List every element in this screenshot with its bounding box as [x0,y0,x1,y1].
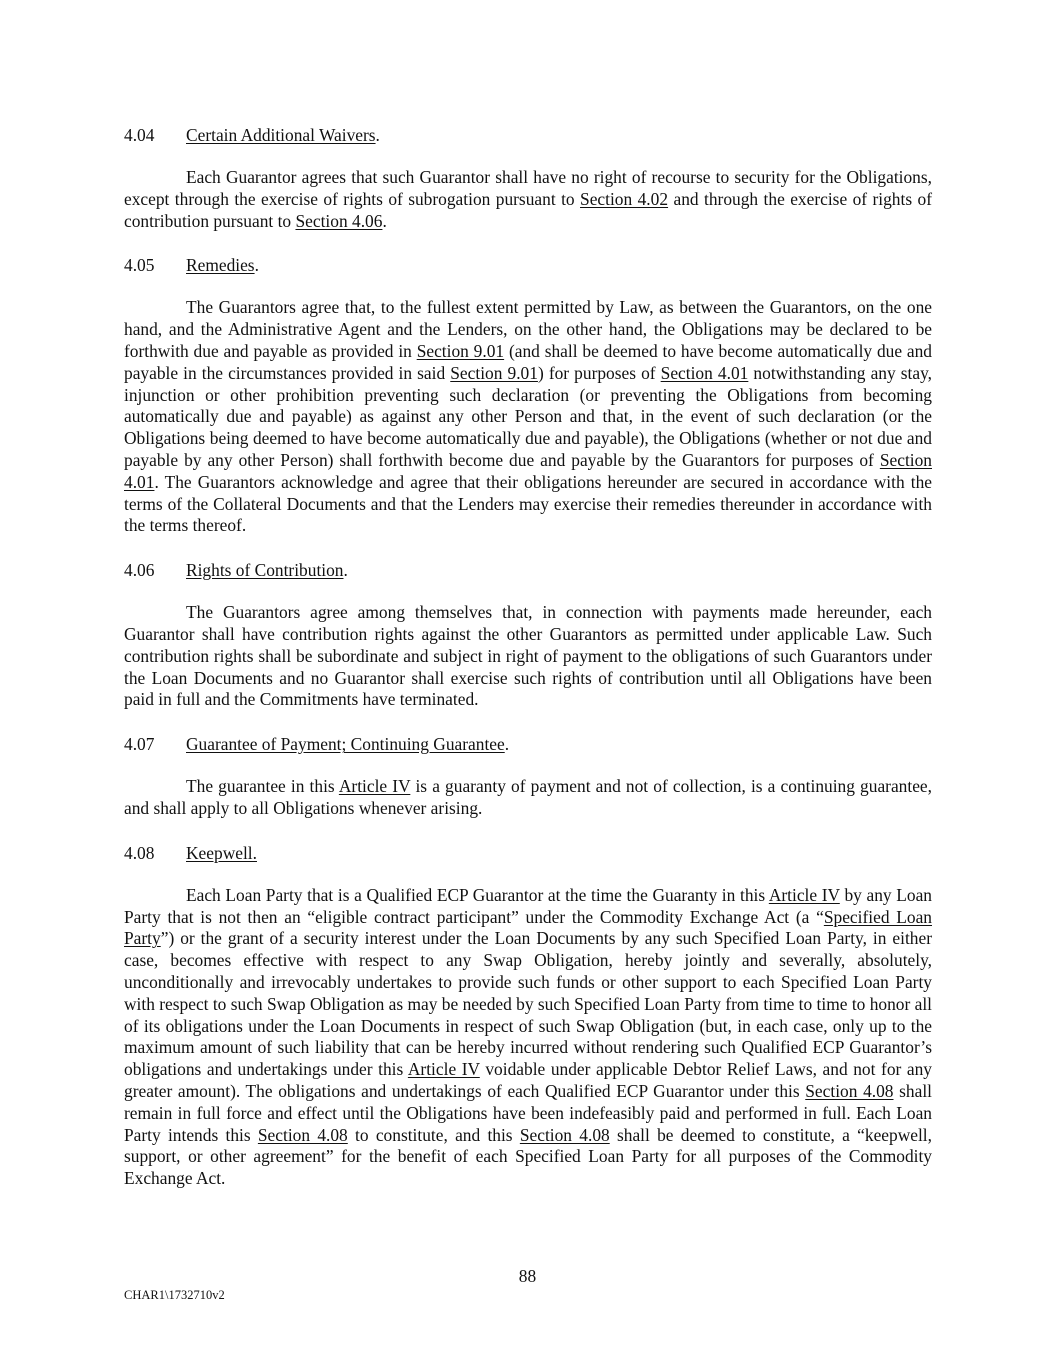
section-paragraph [124,167,932,232]
section-number: 4.05 [124,255,155,276]
section-heading [124,733,932,755]
section-heading [124,254,932,276]
cross-reference: Section 4.01 [660,362,749,383]
section-title: Keepwell. [186,842,257,863]
paragraph-text: by any Loan Party that is not then an “eligible contract participant” under the Commodity Exchange Act (a “ [124,884,932,927]
cross-reference: Article IV [338,776,411,797]
title-suffix: . [375,125,380,145]
section-title: Guarantee of Payment; Continuing Guarantee [186,734,505,755]
section-number: 4.07 [124,734,155,755]
paragraph-text: shall be deemed to constitute, a “keepwell, support, or other agreement” for the benefit of each Specified Loan Party for all purposes of the Commodity Exchange Act. [124,1124,932,1189]
paragraph-text: voidable under applicable Debtor Relief Laws, and not for any greater amount). The obligations and undertakings of each Qualified ECP Guarantor under this [124,1059,932,1101]
cross-reference: Section 4.08 [519,1124,610,1145]
paragraph-text: The Guarantors agree among themselves that, in connection with payments made hereunder, each Guarantor shall have contribution rights against the other Guarantors as permitted under applicable Law. Such contribution rights shall be subordinate and subject in right of payment to the obligations of such Guarantors under the Loan Documents and no Guarantor shall exercise such rights of contribution until all Obligations have been paid in full and the Commitments have terminated. [124,602,932,710]
section-heading [124,842,932,864]
section-title: Remedies [186,255,255,276]
section-title: Rights of Contribution [186,560,344,581]
paragraph-text: Each Loan Party that is a Qualified ECP Guarantor at the time the Guaranty in this [186,884,769,905]
paragraph-text: and through the exercise of rights of contribution pursuant to [124,188,933,231]
paragraph-text: . The Guarantors acknowledge and agree that their obligations hereunder are secured in accordance with the terms of the Collateral Documents and that the Lenders may exercise their remedies thereunder in accordance with the terms thereof. [124,471,932,536]
section-paragraph [124,602,932,711]
cross-reference: Section 4.01 [124,449,932,492]
cross-reference: Section 4.08 [257,1124,348,1145]
section-paragraph [124,885,932,1190]
paragraph-text: Each Guarantor agrees that such Guarantor shall have no right of recourse to security for the Obligations, except through the exercise of rights of subrogation pursuant to [124,167,932,209]
cross-reference: Article IV [768,884,840,905]
cross-reference: Specified Loan Party [124,906,932,949]
page-number: 88 [518,1266,537,1286]
title-suffix: . [343,560,348,581]
paragraph-text: is a guaranty of payment and not of collection, is a continuing guarantee, and shall apply to all Obligations whenever arising. [124,776,932,818]
document-id: CHAR1\1732710v2 [124,1288,225,1302]
paragraph-text: . [382,210,387,231]
section-heading [124,559,932,581]
cross-reference: Section 4.08 [805,1080,894,1101]
title-suffix: . [504,734,510,755]
cross-reference: Section 9.01 [416,340,505,361]
paragraph-text: The guarantee in this [186,776,339,797]
paragraph-text: notwithstanding any stay, injunction or other prohibition preventing such declaration (or preventing the Obligations from becoming automatically due and payable) as against any other Person and that, in the event of such declaration (or the Obligations being deemed to have become automatically due and payable), the Obligations (whether or not due and payable by any other Person) shall forthwith become due and payable by the Guarantors for purposes of [124,362,932,470]
section-4-07 [124,733,932,820]
cross-reference: Article IV [407,1059,480,1080]
paragraph-text: ) for purposes of [537,362,661,383]
section-4-08 [124,842,932,1190]
cross-reference: Section 4.02 [580,188,669,209]
title-suffix: . [254,255,259,276]
paragraph-text: The Guarantors agree that, to the fullest extent permitted by Law, as between the Guarantors, on the one hand, and the Administrative Agent and the Lenders, on the other hand, the Obligations may be declared to be forthwith due and payable as provided in [124,297,932,361]
paragraph-text: to constitute, and this [347,1124,520,1145]
section-paragraph [124,776,932,820]
section-4-04 [124,124,932,232]
section-number: 4.06 [124,560,155,581]
section-4-06 [124,559,932,711]
paragraph-text: (and shall be deemed to have become automatically due and payable in the circumstances provided in said [124,340,932,383]
section-heading [124,124,932,146]
section-number: 4.08 [124,842,155,863]
cross-reference: Section 9.01 [450,362,538,383]
cross-reference: Section 4.06 [295,210,383,231]
section-paragraph [124,297,932,537]
document-body [124,124,932,1212]
paragraph-text: ”) or the grant of a security interest under the Loan Documents by any such Specified Loan Party, in either case, becomes effective with respect to any Swap Obligation, hereby jointly and severally, absolutely, unconditionally and irrevocably undertakes to provide such funds or other support to each Specified Loan Party with respect to such Swap Obligation as may be needed by such Specified Loan Party from time to time to honor all of its obligations under the Loan Documents in respect of such Swap Obligation (but, in each case, only up to the maximum amount of such liability that can be hereby incurred without rendering such Qualified ECP Guarantor’s obligations and undertakings under this [124,928,932,1080]
section-number: 4.04 [124,125,155,145]
section-4-05 [124,254,932,537]
paragraph-text: shall remain in full force and effect until the Obligations have been indefeasibly paid and performed in full. Each Loan Party intends this [124,1080,932,1145]
section-title: Certain Additional Waivers [186,125,376,145]
